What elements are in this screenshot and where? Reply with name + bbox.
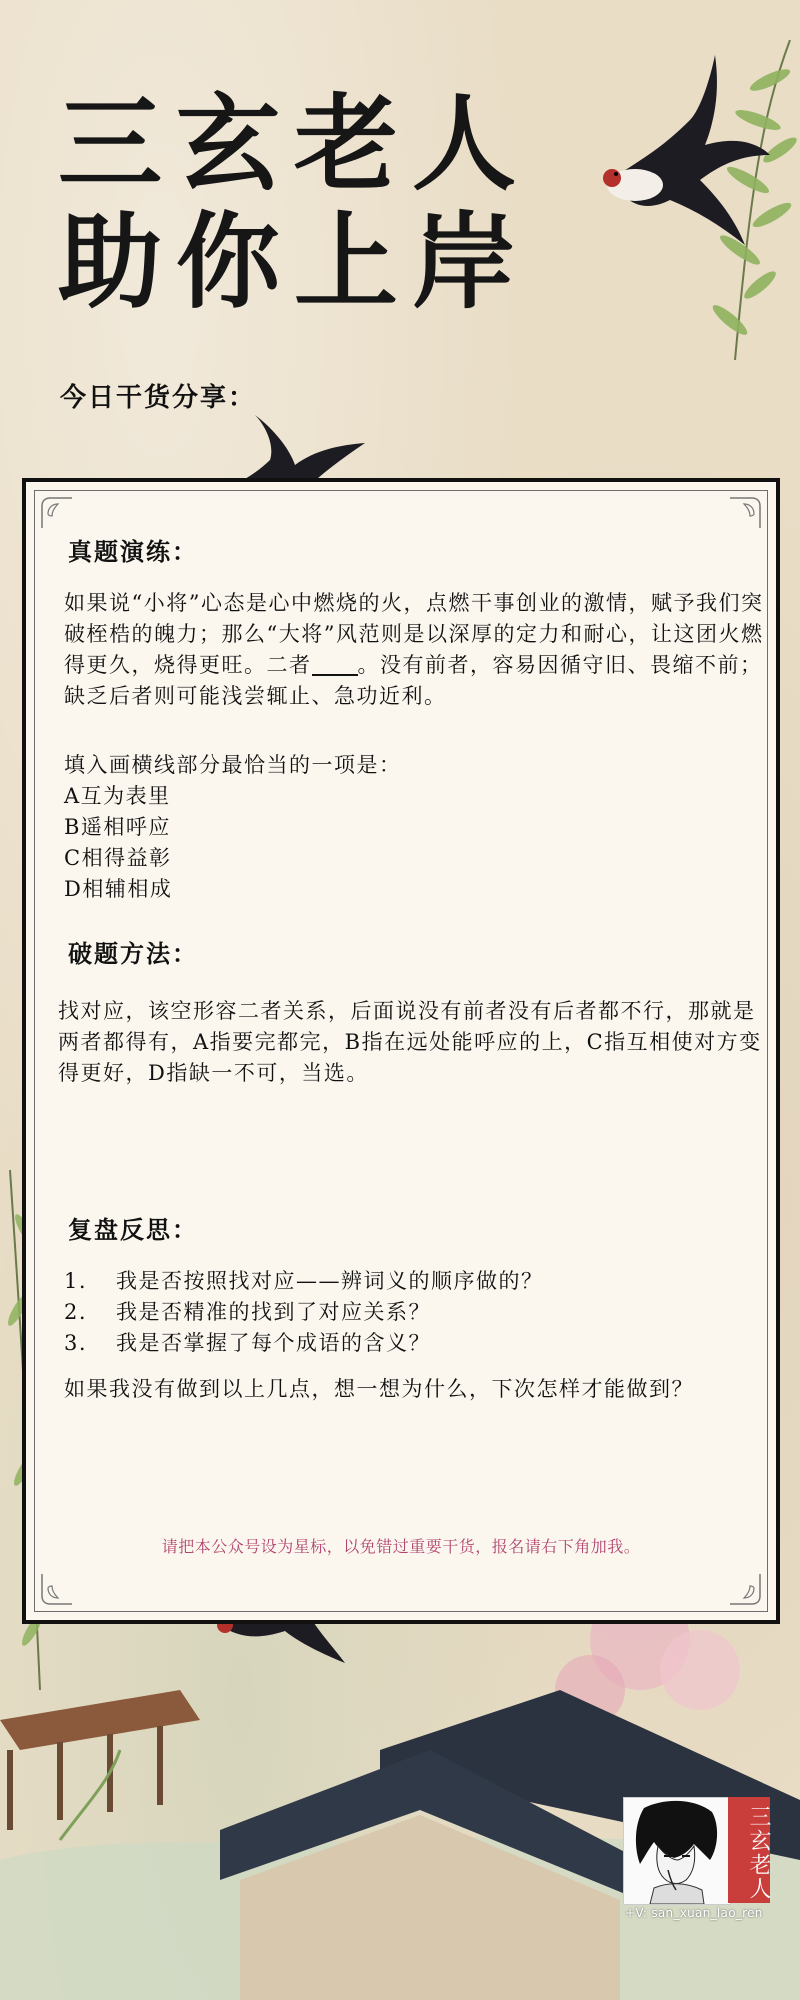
question-text xyxy=(64,588,764,712)
review-item: 2. 我是否精准的找到了对应关系？ xyxy=(64,1300,431,1324)
hero-title xyxy=(58,82,618,323)
hero-title-line2: 助你上岸 xyxy=(58,200,531,323)
review-item: 3. 我是否掌握了每个成语的含义？ xyxy=(64,1331,431,1355)
practice-section-title: 真题演练： xyxy=(68,538,198,566)
review-list xyxy=(64,1266,764,1359)
method-section-title: 破题方法： xyxy=(68,940,198,968)
option-a: A互为表里 xyxy=(64,784,171,808)
method-text: 找对应，该空形容二者关系，后面说没有前者没有后者都不行，那就是两者都得有，A指要完都完，B指在远处能呼应的上，C指互相使对方变得更好，D指缺一不可，当选。 xyxy=(58,999,762,1085)
corner-ornament-icon xyxy=(40,1572,74,1606)
seal-stamp: 三玄老人 xyxy=(728,1797,770,1903)
hero-title-line1: 三玄老人 xyxy=(58,82,531,205)
question-prompt: 填入画横线部分最恰当的一项是： xyxy=(64,753,402,777)
avatar xyxy=(623,1797,731,1905)
review-item: 1. 我是否按照找对应——辨词义的顺序做的？ xyxy=(64,1269,544,1293)
corner-ornament-icon xyxy=(40,496,74,530)
follow-notice: 请把本公众号设为星标，以免错过重要干货，报名请右下角加我。 xyxy=(161,1537,641,1556)
review-block xyxy=(64,1266,764,1359)
question-card xyxy=(22,478,780,1624)
option-b: B遥相呼应 xyxy=(64,815,171,839)
option-c: C相得益彰 xyxy=(64,846,172,870)
wechat-id: +V: san_xuan_lao_ren xyxy=(625,1906,763,1920)
review-section-title: 复盘反思： xyxy=(68,1216,198,1244)
options-list xyxy=(64,781,764,905)
corner-ornament-icon xyxy=(728,1572,762,1606)
answer-blank xyxy=(312,652,358,676)
option-d: D相辅相成 xyxy=(64,877,173,901)
corner-ornament-icon xyxy=(728,496,762,530)
review-closing: 如果我没有做到以上几点，想一想为什么，下次怎样才能做到？ xyxy=(64,1377,694,1401)
options-block xyxy=(64,750,764,905)
question-text-part1: 如果说“小将”心态是心中燃烧的火，点燃干事创业的激情，赋予我们突破桎梏的魄力；那么“大将”风范则是以深厚的定力和耐心，让这团火燃得更久，烧得更旺。二者 xyxy=(64,591,764,677)
page-subtitle: 今日干货分享： xyxy=(60,383,257,413)
question-text-part2: 。没有前者，容易因循守旧、畏缩不前；缺乏后者则可能浅尝辄止、急功近利。 xyxy=(64,653,763,708)
